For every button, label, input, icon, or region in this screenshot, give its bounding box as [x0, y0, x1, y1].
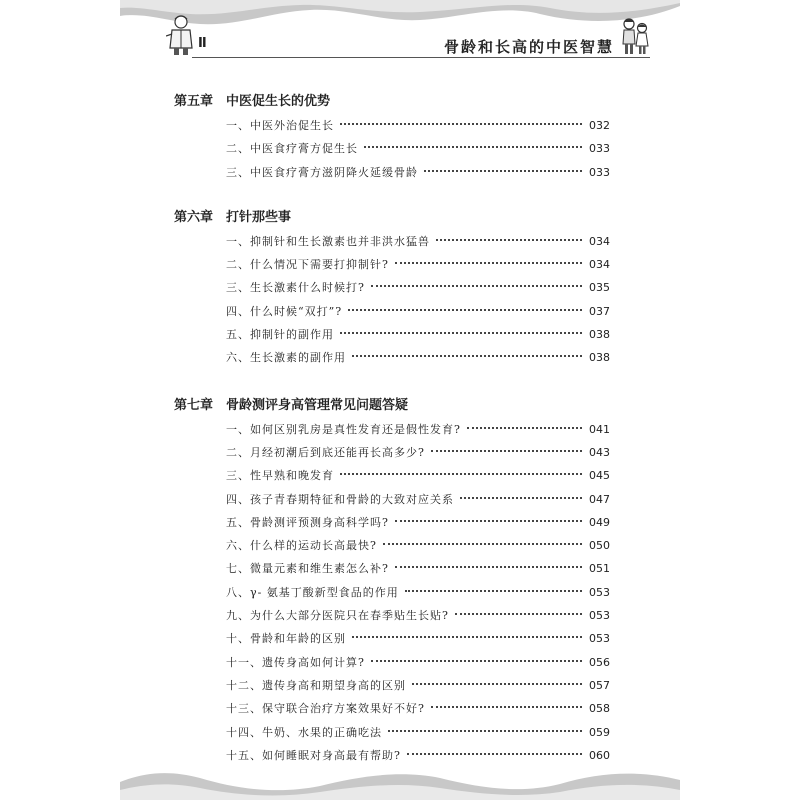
entry-page: 045	[589, 469, 610, 483]
toc-entry[interactable]	[174, 441, 610, 464]
toc-entry[interactable]	[174, 253, 610, 276]
dot-leader	[352, 355, 582, 357]
entry-page: 060	[589, 748, 610, 762]
entry-page: 057	[589, 678, 610, 692]
entry-title: 十、骨龄和年龄的区别	[226, 632, 346, 646]
entry-page: 035	[589, 281, 610, 295]
dot-leader	[364, 146, 582, 148]
toc-entry[interactable]	[174, 346, 610, 369]
entry-page: 037	[589, 304, 610, 318]
dot-leader	[460, 497, 582, 499]
chapter-title: 骨龄测评身高管理常见问题答疑	[226, 397, 409, 413]
toc-entry[interactable]	[174, 137, 610, 160]
entry-title: 七、微量元素和维生素怎么补?	[226, 562, 389, 576]
entry-page: 058	[589, 702, 610, 716]
chapter-6	[174, 206, 610, 370]
children-figure-icon	[620, 16, 650, 56]
entry-title: 五、抑制针的副作用	[226, 328, 334, 342]
toc-entry[interactable]	[174, 674, 610, 697]
dot-leader	[340, 332, 582, 334]
dot-leader	[407, 753, 582, 755]
chapter-spacer	[174, 184, 610, 206]
dot-leader	[371, 285, 582, 287]
chapter-number: 第七章	[174, 397, 214, 413]
toc-entry[interactable]	[174, 114, 610, 137]
doctor-figure-icon	[166, 14, 196, 56]
entry-title: 十一、遗传身高如何计算?	[226, 655, 365, 669]
dot-leader	[395, 520, 582, 522]
dot-leader	[340, 473, 582, 475]
chapter-heading	[174, 394, 610, 418]
entry-page: 041	[589, 422, 610, 436]
entry-page: 032	[589, 119, 610, 132]
dot-leader	[424, 170, 582, 172]
dot-leader	[405, 590, 582, 592]
entry-title: 八、γ- 氨基丁酸新型食品的作用	[226, 585, 399, 599]
entry-title: 二、月经初潮后到底还能再长高多少?	[226, 445, 425, 459]
chapter-number: 第五章	[174, 94, 214, 109]
entry-page: 038	[589, 328, 610, 342]
table-of-contents	[174, 90, 610, 767]
entry-title: 四、什么时候“双打”?	[226, 304, 343, 318]
bottom-wave-decoration	[120, 768, 680, 800]
entry-title: 十三、保守联合治疗方案效果好不好?	[226, 702, 425, 716]
entry-page: 053	[589, 585, 610, 599]
dot-leader	[467, 427, 582, 429]
dot-leader	[455, 613, 582, 615]
dot-leader	[436, 239, 582, 241]
book-title: 骨龄和长高的中医智慧	[443, 38, 614, 56]
dot-leader	[371, 660, 582, 662]
dot-leader	[395, 262, 582, 264]
toc-entry[interactable]	[174, 604, 610, 627]
entry-page: 038	[589, 351, 610, 365]
chapter-title: 打针那些事	[226, 209, 292, 225]
entry-title: 一、抑制针和生长激素也并非洪水猛兽	[226, 234, 430, 248]
entry-title: 三、性早熟和晚发育	[226, 469, 334, 483]
toc-entry[interactable]	[174, 744, 610, 767]
chapter-number: 第六章	[174, 209, 214, 225]
entry-title: 三、生长激素什么时候打?	[226, 281, 365, 295]
page-number: II	[198, 36, 206, 51]
entry-page: 050	[589, 539, 610, 553]
entry-title: 十二、遗传身高和期望身高的区别	[226, 678, 406, 692]
dot-leader	[431, 450, 582, 452]
toc-entry[interactable]	[174, 488, 610, 511]
toc-entry[interactable]	[174, 276, 610, 299]
toc-entry[interactable]	[174, 534, 610, 557]
toc-entry[interactable]	[174, 581, 610, 604]
dot-leader	[412, 683, 582, 685]
chapter-heading	[174, 90, 610, 114]
entry-title: 五、骨龄测评预测身高科学吗?	[226, 515, 389, 529]
running-header	[160, 14, 650, 58]
toc-entry[interactable]	[174, 627, 610, 650]
chapter-title: 中医促生长的优势	[226, 94, 331, 109]
dot-leader	[431, 706, 582, 708]
entry-title: 十四、牛奶、水果的正确吃法	[226, 725, 382, 739]
entry-title: 四、孩子青春期特征和骨龄的大致对应关系	[226, 492, 454, 506]
toc-entry[interactable]	[174, 300, 610, 323]
entry-page: 049	[589, 515, 610, 529]
chapter-heading	[174, 206, 610, 230]
dot-leader	[340, 123, 582, 125]
entry-title: 三、中医食疗膏方滋阴降火延缓骨龄	[226, 165, 418, 179]
entry-page: 033	[589, 165, 610, 179]
dot-leader	[388, 730, 582, 732]
chapter-5	[174, 90, 610, 184]
dot-leader	[395, 566, 582, 568]
entry-page: 043	[589, 445, 610, 459]
toc-entry[interactable]	[174, 464, 610, 487]
toc-entry[interactable]	[174, 161, 610, 184]
toc-entry[interactable]	[174, 721, 610, 744]
entry-page: 033	[589, 142, 610, 156]
entry-title: 一、如何区别乳房是真性发育还是假性发育?	[226, 422, 461, 436]
entry-title: 二、中医食疗膏方促生长	[226, 142, 358, 156]
dot-leader	[352, 636, 582, 638]
toc-entry[interactable]	[174, 418, 610, 441]
toc-entry[interactable]	[174, 230, 610, 253]
toc-entry[interactable]	[174, 557, 610, 580]
chapter-spacer	[174, 370, 610, 394]
entry-page: 034	[589, 258, 610, 272]
dot-leader	[348, 309, 582, 311]
entry-page: 053	[589, 632, 610, 646]
entry-page: 053	[589, 609, 610, 623]
entry-page: 051	[589, 562, 610, 576]
entry-title: 六、生长激素的副作用	[226, 351, 346, 365]
dot-leader	[383, 543, 582, 545]
header-rule	[192, 57, 650, 58]
entry-page: 059	[589, 725, 610, 739]
entry-title: 六、什么样的运动长高最快?	[226, 539, 377, 553]
entry-title: 十五、如何睡眠对身高最有帮助?	[226, 748, 401, 762]
toc-entry[interactable]	[174, 651, 610, 674]
entry-page: 047	[589, 492, 610, 506]
chapter-7	[174, 394, 610, 767]
toc-entry[interactable]	[174, 511, 610, 534]
entry-page: 056	[589, 655, 610, 669]
entry-page: 034	[589, 234, 610, 248]
toc-entry[interactable]	[174, 697, 610, 720]
entry-title: 一、中医外治促生长	[226, 119, 334, 132]
entry-title: 二、什么情况下需要打抑制针?	[226, 258, 389, 272]
toc-entry[interactable]	[174, 323, 610, 346]
entry-title: 九、为什么大部分医院只在春季贴生长贴?	[226, 609, 449, 623]
